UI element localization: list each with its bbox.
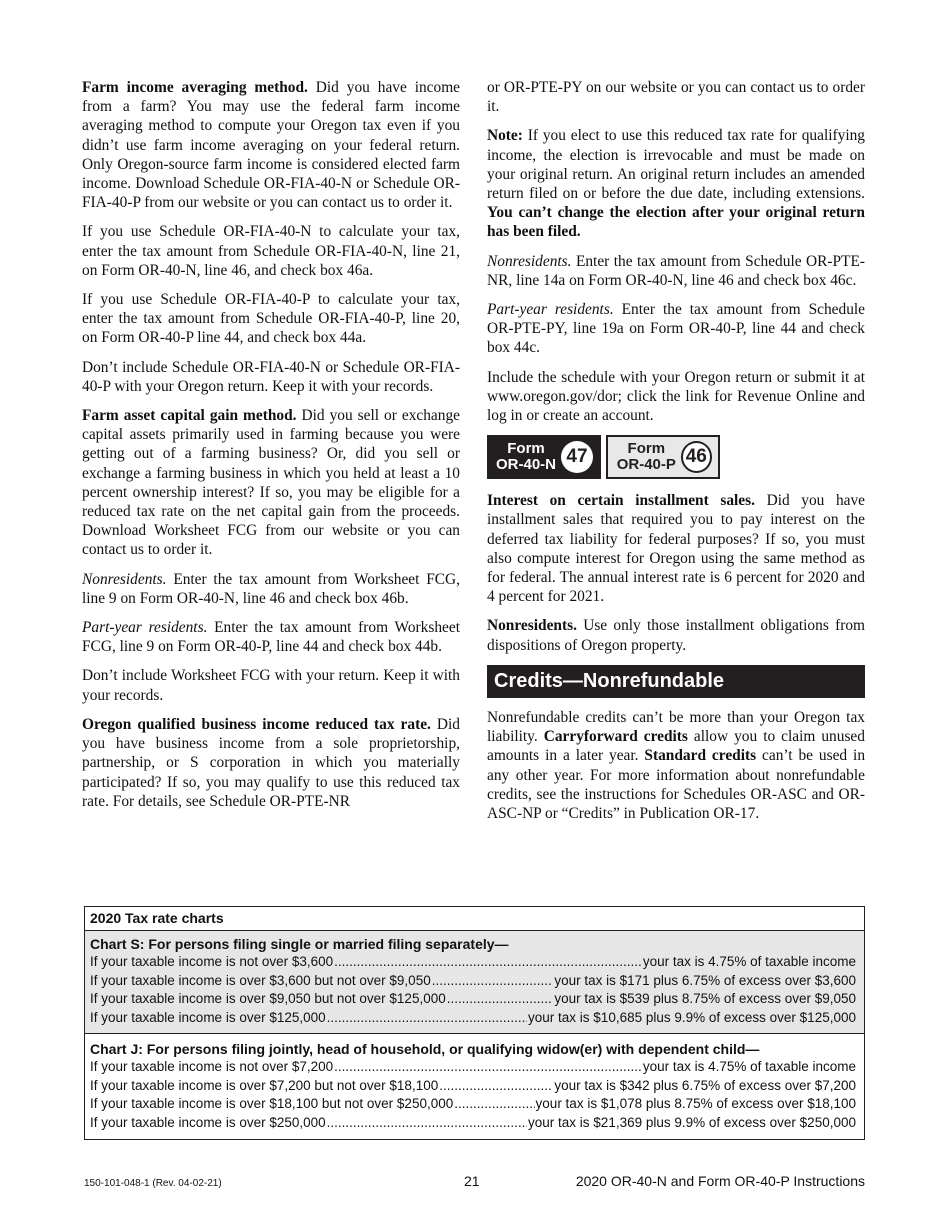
rate-condition: If your taxable income is not over $7,200 <box>90 1059 334 1074</box>
carryforward-credits-term: Carryforward credits <box>543 728 688 746</box>
farm-asset-heading: Farm asset capital gain method. <box>82 407 297 425</box>
rate-condition: If your taxable income is over $9,050 but not over $125,000 <box>90 991 446 1006</box>
rate-tax: your tax is $171 plus 6.75% of excess over $3,600 <box>554 972 856 988</box>
standard-credits-term: Standard credits <box>644 747 757 765</box>
credits-paragraph <box>487 708 865 823</box>
badge-form-name: OR-40-P <box>616 456 676 474</box>
pte-partyear-text: Enter the tax amount from Schedule OR-PTE-PY, line 19a on Form OR-40-P, line 44 and check box 44c. <box>487 301 865 357</box>
page-number: 21 <box>464 1173 480 1189</box>
badge-line-number: 47 <box>561 441 593 473</box>
rate-tax: your tax is $342 plus 6.75% of excess over $7,200 <box>554 1077 856 1093</box>
rate-condition: If your taxable income is over $125,000 <box>90 1009 326 1025</box>
installment-nonresidents-label: Nonresidents. <box>487 617 577 635</box>
installment-paragraph <box>487 491 865 606</box>
table-row <box>90 1115 856 1134</box>
note-paragraph <box>487 126 865 241</box>
table-row <box>90 973 856 992</box>
qbi-continued-paragraph: or OR-PTE-PY on our website or you can contact us to order it. <box>487 79 865 116</box>
farm-asset-text: Did you sell or exchange capital assets primarily used in farming because you were getting out of a farming business? Or, did you sell or exchange a farming business in which you held at least a 10 percent ownership interest? If so, you may be eligible for a reduced tax rate on the net capital gain from the proceeds. Download Worksheet FCG from our website or you can contact us to order it. <box>82 407 460 559</box>
left-column <box>82 78 460 821</box>
installment-nonresidents-text: Use only those installment obligations from dispositions of Oregon property. <box>487 617 865 654</box>
badge-line-number: 46 <box>681 441 712 473</box>
dot-leader <box>334 954 642 969</box>
farm-income-text: Did you have income from a farm? You may use the federal farm income averaging method to compute your Oregon tax even if you didn’t use farm income averaging on your federal return. Only Oregon-source farm income is considered elected farm income. Download Schedule OR-FIA-40-N or Schedule OR-FIA-40-P from our website or you can contact us to order it. <box>82 79 460 212</box>
installment-nonresidents-paragraph <box>487 616 865 654</box>
qbi-heading: Oregon qualified business income reduced tax rate. <box>82 715 431 733</box>
dot-leader <box>454 1096 534 1111</box>
note-bold-text: You can’t change the election after your original return has been filed. <box>487 204 865 241</box>
form-or-40-n-badge <box>487 435 601 479</box>
form-line-badges <box>487 435 865 479</box>
include-schedule-paragraph: Include the schedule with your Oregon return or submit it at www.oregon.gov/dor; click the link for Revenue Online and log in or create an account. <box>487 368 865 425</box>
chart-j-heading: Chart J: For persons filing jointly, head of household, or qualifying widow(er) with dependent child— <box>90 1041 760 1057</box>
table-row <box>90 1010 856 1029</box>
fcg-nonresidents-label: Nonresidents. <box>82 570 167 588</box>
rate-tax: your tax is $1,078 plus 8.75% of excess over $18,100 <box>535 1096 856 1111</box>
fcg-partyear-text: Enter the tax amount from Worksheet FCG, line 9 on Form OR-40-P, line 44 and check box 44b. <box>82 619 460 656</box>
pte-nonresidents-text: Enter the tax amount from Schedule OR-PTE-NR, line 14a on Form OR-40-N, line 46 and check box 46c. <box>487 252 865 289</box>
table-row <box>90 1059 856 1078</box>
credits-text-1: Nonrefundable credits can’t be more than your Oregon tax liability. <box>487 709 865 746</box>
note-text: If you elect to use this reduced tax rate for qualifying income, the election is irrevocable and must be made on your original return. An original return includes an amended return filed on or before the due date, including extensions. <box>487 127 865 203</box>
fia-records-paragraph: Don’t include Schedule OR-FIA-40-N or Schedule OR-FIA-40-P with your Oregon return. Keep it with your records. <box>82 358 460 395</box>
table-row <box>90 991 856 1010</box>
pte-nonresidents-paragraph <box>487 252 865 290</box>
page-footer <box>84 1173 865 1193</box>
rate-condition: If your taxable income is over $7,200 but not over $18,100 <box>90 1077 439 1093</box>
table-row <box>90 1078 856 1097</box>
table-row <box>90 1096 856 1115</box>
credits-text-2: allow you to claim unused amounts in a later year. <box>487 728 865 765</box>
dot-leader <box>327 1115 527 1130</box>
installment-heading: Interest on certain installment sales. <box>487 492 755 510</box>
fcg-nonresidents-paragraph <box>82 570 460 608</box>
credits-text-3: can’t be used in any other year. For more information about nonrefundable credits, see the instructions for Schedules OR-ASC and OR-ASC-NP or “Credits” in Publication OR-17. <box>487 747 866 823</box>
dot-leader <box>447 991 554 1006</box>
dot-leader <box>327 1010 527 1025</box>
farm-asset-paragraph <box>82 406 460 560</box>
rate-condition: If your taxable income is over $3,600 but not over $9,050 <box>90 972 431 988</box>
rate-tax: your tax is $21,369 plus 9.9% of excess over $250,000 <box>528 1114 856 1130</box>
right-column <box>487 78 865 833</box>
rate-condition: If your taxable income is over $250,000 <box>90 1114 326 1130</box>
note-label: Note: <box>487 127 523 145</box>
form-number: 150-101-048-1 (Rev. 04-02-21) <box>84 1178 222 1189</box>
fcg-nonresidents-text: Enter the tax amount from Worksheet FCG, line 9 on Form OR-40-N, line 46 and check box 46b. <box>82 570 460 607</box>
tax-rate-charts-title: 2020 Tax rate charts <box>85 907 864 931</box>
dot-leader <box>439 1078 553 1093</box>
form-or-40-p-badge <box>606 435 720 479</box>
installment-text: Did you have installment sales that required you to pay interest on the deferred tax liability for federal purposes? If so, you must also compute interest for Oregon using the same method as for federal. The annual interest rate is 6 percent for 2020 and 4 percent for 2021. <box>487 492 865 606</box>
fcg-partyear-paragraph <box>82 618 460 656</box>
qbi-text: Did you have business income from a sole proprietorship, partnership, or S corporation in which you materially participated? If so, you may qualify to use this reduced tax rate. For details, see Schedule OR-PTE-NR <box>82 715 460 810</box>
tax-rate-charts-box <box>84 906 865 1140</box>
fia-n-paragraph: If you use Schedule OR-FIA-40-N to calculate your tax, enter the tax amount from Schedule OR-FIA-40-N, line 21, on Form OR-40-N, line 46, and check box 46a. <box>82 223 460 279</box>
rate-tax: your tax is $10,685 plus 9.9% of excess over $125,000 <box>528 1009 856 1025</box>
badge-form-label: Form <box>507 440 545 458</box>
rate-tax: your tax is 4.75% of taxable income <box>642 1059 856 1074</box>
fia-p-paragraph: If you use Schedule OR-FIA-40-P to calculate your tax, enter the tax amount from Schedule OR-FIA-40-P, line 20, on Form OR-40-P line 44, and check box 44a. <box>82 291 460 347</box>
badge-form-name: OR-40-N <box>495 456 556 474</box>
chart-j <box>85 1034 864 1137</box>
dot-leader <box>432 973 554 988</box>
badge-form-label: Form <box>627 440 666 458</box>
pte-nonresidents-label: Nonresidents. <box>487 252 572 270</box>
chart-s <box>85 931 864 1034</box>
pte-partyear-paragraph <box>487 300 865 358</box>
table-row <box>90 954 856 973</box>
pte-partyear-label: Part-year residents. <box>487 301 614 319</box>
fcg-partyear-label: Part-year residents. <box>82 619 208 637</box>
rate-condition: If your taxable income is over $18,100 but not over $250,000 <box>90 1096 454 1111</box>
farm-income-paragraph <box>82 78 460 212</box>
dot-leader <box>334 1059 642 1074</box>
qbi-paragraph <box>82 715 460 811</box>
chart-s-heading: Chart S: For persons filing single or married filing separately— <box>90 936 509 952</box>
farm-income-heading: Farm income averaging method. <box>82 79 308 96</box>
document-title: 2020 OR-40-N and Form OR-40-P Instructions <box>575 1173 865 1189</box>
credits-section-heading: Credits—Nonrefundable <box>487 665 865 698</box>
rate-condition: If your taxable income is not over $3,600 <box>90 954 334 969</box>
rate-tax: your tax is $539 plus 8.75% of excess over $9,050 <box>554 991 856 1006</box>
rate-tax: your tax is 4.75% of taxable income <box>642 954 856 969</box>
fcg-records-paragraph: Don’t include Worksheet FCG with your return. Keep it with your records. <box>82 667 460 704</box>
